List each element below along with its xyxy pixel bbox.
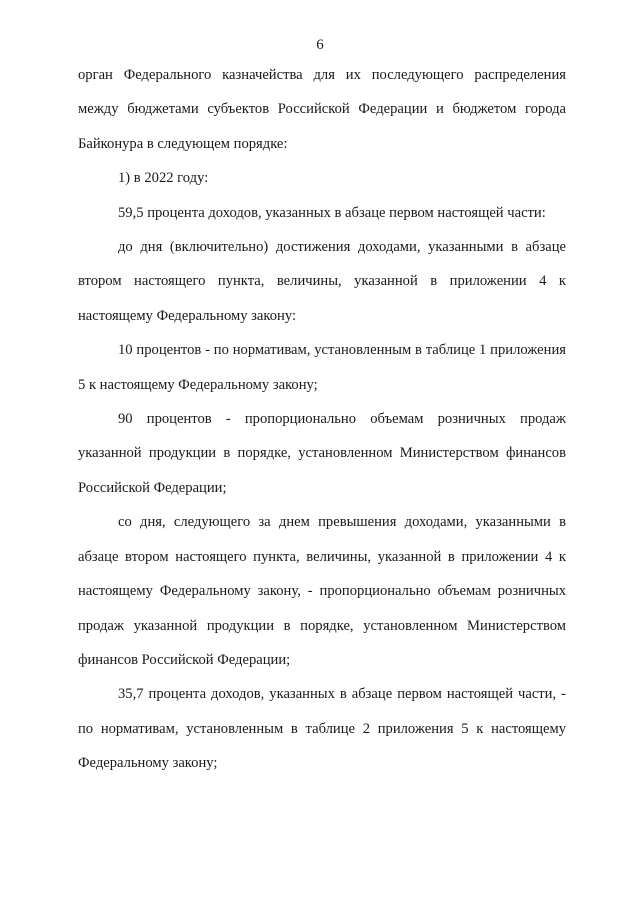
paragraph-35-7-percent: 35,7 процента доходов, указанных в абзаце первом настоящей части, - по нормативам, установленным в таблице 2 приложения 5 к настоящему Федеральному закону; [78,686,566,772]
paragraph-90-percent: 90 процентов - пропорционально объемам розничных продаж указанной продукции в порядке, установленном Министерством финансов Российской Федерации; [78,411,566,496]
paragraph-year-2022: 1) в 2022 году: [118,170,209,187]
paragraph-59-5-percent: 59,5 процента доходов, указанных в абзаце первом настоящей части: [118,204,546,221]
document-body [78,58,566,781]
paragraph-distribution-intro: орган Федерального казначейства для их последующего распределения между бюджетами субъектов Российской Федерации и бюджетом города Байконура в следующем порядке: [78,67,566,152]
page-number: 6 [316,37,324,53]
paragraph-until-threshold: до дня (включительно) достижения доходами, указанными в абзаце втором настоящего пункта, величины, указанной в приложении 4 к настоящему Федеральному закону: [78,239,566,324]
paragraph-after-threshold: со дня, следующего за днем превышения доходами, указанными в абзаце втором настоящего пункта, величины, указанной в приложении 4 к настоящему Федеральному закону, - пропорционально объемам розничных продаж указанной продукции в порядке, установленном Министерством финансов Российской Федерации; [78,514,566,668]
paragraph-10-percent: 10 процентов - по нормативам, установленным в таблице 1 приложения 5 к настоящему Федеральному закону; [78,342,566,393]
